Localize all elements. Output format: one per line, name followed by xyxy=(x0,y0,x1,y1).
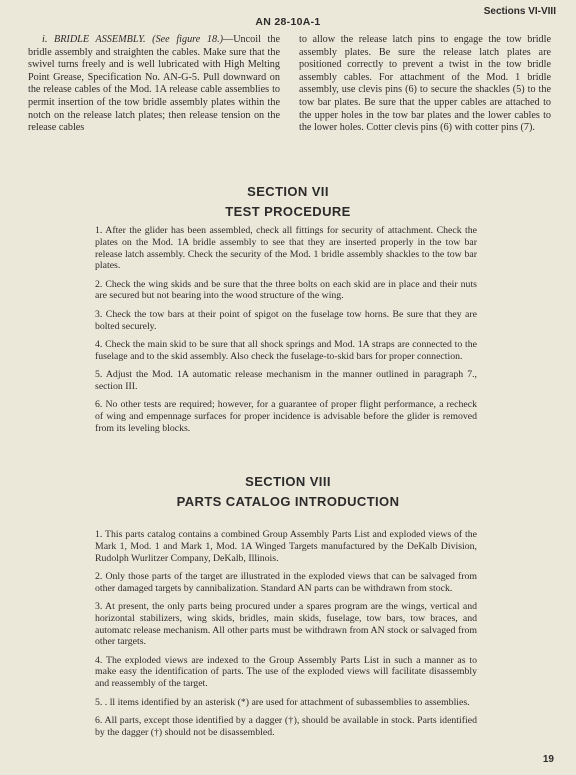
section8-title: PARTS CATALOG INTRODUCTION xyxy=(176,494,400,509)
left-column xyxy=(28,34,280,135)
section7-paragraph: 4. Check the main skid to be sure that all shock springs and Mod. 1A straps are connected to the fuselage and to the skid assembly. Also check the fuselage-to-skid bars for proper connection. xyxy=(95,338,477,362)
section8-paragraph: 2. Only those parts of the target are illustrated in the exploded views that can be salvaged from other damaged targets by cannibalization. Standard AN parts can be withdrawn from stock. xyxy=(95,570,477,594)
right-column xyxy=(299,34,551,135)
section8-paragraph: 4. The exploded views are indexed to the Group Assembly Parts List in such a manner as to make easy the identification of parts. The use of the exploded views will facilitate disassembly and reassembly of the target. xyxy=(95,654,477,690)
section8-paragraph: 6. All parts, except those identified by a dagger (†), should be available in stock. Parts identified by the dagger (†) should not be disassembled. xyxy=(95,714,477,738)
section8-number: SECTION VIII xyxy=(245,474,331,489)
page-number: 19 xyxy=(542,754,554,765)
section8-body xyxy=(95,529,477,745)
section8-paragraph: 5. . ll items identified by an asterisk (*) are used for attachment of subassemblies to assemblies. xyxy=(95,696,470,708)
bridle-assembly-continued: to allow the release latch pins to engage the tow bridle assembly plates. Be sure the release latch plates are positioned correctly to prevent a twist in the tow bridle assembly cables. For attachment of the Mod. 1 bridle assembly, use clevis pins (6) to secure the shackles (5) to the tow bar plates. Be sure that the upper cables are attached to the upper holes in the tow bar plates and the lower cables to the lower holes. Cotter clevis pins (6) with cotter pins (7). xyxy=(299,34,551,134)
section7-paragraph: 1. After the glider has been assembled, check all fittings for security of attachment. Check the plates on the Mod. 1A bridle assembly to see that they are inserted properly in the tow bar release latch assembly. Check the security of the Mod. 1 bridle assembly shackles to the tow bar plates. xyxy=(95,225,477,272)
bridle-assembly-lead: i. BRIDLE ASSEMBLY. (See figure 18.) xyxy=(42,34,224,45)
section-range-header: Sections VI-VIII xyxy=(483,6,556,17)
section7-number: SECTION VII xyxy=(247,184,329,199)
bridle-assembly-paragraph xyxy=(28,34,280,135)
section7-paragraph: 3. Check the tow bars at their point of spigot on the fuselage tow horns. Be sure that they are bolted securely. xyxy=(95,308,477,332)
document-number-header: AN 28-10A-1 xyxy=(255,16,321,28)
section7-paragraph: 2. Check the wing skids and be sure that the three bolts on each skid are in place and their nuts are secured but not bearing into the wood structure of the wing. xyxy=(95,278,477,302)
section8-paragraph: 3. At present, the only parts being procured under a spares program are the wings, vertical and horizontal stabilizers, wing skids, bridles, main skids, fuselage, tow bars, tow braces, and automatc release mechanism. All other parts must be withdrawn from AN stock or salvaged from other targets. xyxy=(95,600,477,648)
section8-paragraph: 1. This parts catalog contains a combined Group Assembly Parts List and exploded views of the Mark 1, Mod. 1 and Mark 1, Mod. 1A Winged Targets manufactured by the DeKalb Division, Rudolph Wurlitzer Company, DeKalb, Illinois. xyxy=(95,529,477,564)
section7-paragraph: 6. No other tests are required; however, for a guarantee of proper flight performance, a recheck of wing and empennage surfaces for proper incidence is advisable before the glider is removed from its leveling blocks. xyxy=(95,399,477,434)
section7-paragraph: 5. Adjust the Mod. 1A automatic release mechanism in the manner outlined in paragraph 7., section III. xyxy=(95,368,477,392)
section7-body xyxy=(95,225,477,441)
section7-title: TEST PROCEDURE xyxy=(225,204,351,219)
top-two-column-text xyxy=(28,34,556,164)
bridle-assembly-body: —Uncoil the bridle assembly and straighten the cables. Make sure that the swivel turns freely and is well lubricated with High Melting Point Grease, Specification No. AN-G-5. Pull downward on the release cables of the Mod. 1A release cable assemblies to permit insertion of the tow bridle assembly plates within the notch on the release latch plates; then release tension on the release cables xyxy=(28,34,280,134)
